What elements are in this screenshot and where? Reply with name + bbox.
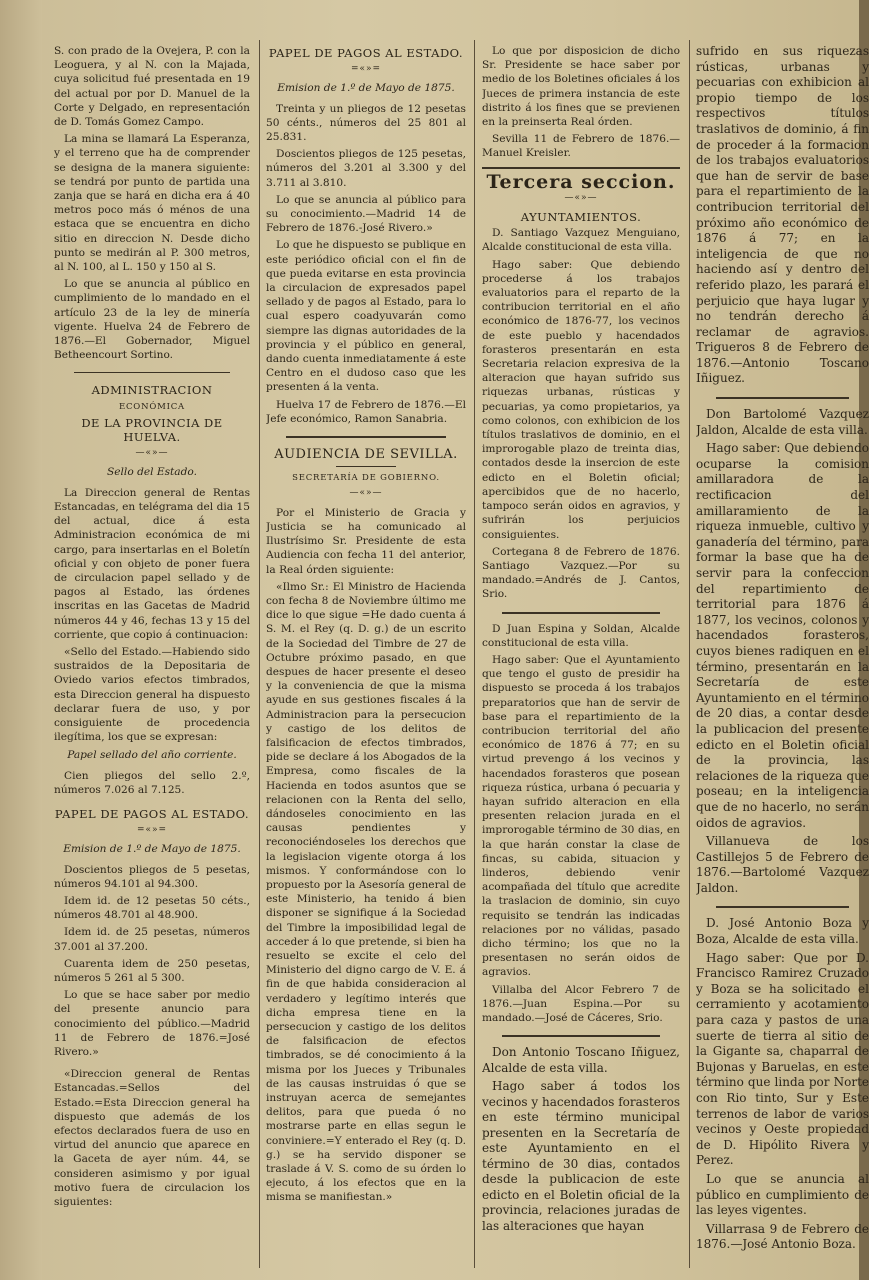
paragraph: Idem id. de 12 pesetas 50 céts., números 48.701 al 48.900. xyxy=(54,894,250,922)
paragraph: Huelva 17 de Febrero de 1876.—El Jefe económico, Ramon Sanabria. xyxy=(266,398,466,425)
paragraph: Hago saber: Que debiendo procederse á los trabajos evaluatorios para el reparto de la contribucion territorial en el año económico de 1876-77, los vecinos de este pueblo y hacendados forasteros presentarán en esta Secretaria relacion expresiva de la alteracion que hayan sufrido sus riquezas urbanas, rústicas y pecuarias, ya como propietarios, ya como colonos, con exhibicion de los títulos traslativos de dominio, en el improrogable plazo de treinta dias, contados desde la insercion de este edicto en el Boletin oficial; apercibidos que de no hacerlo, tampoco serán oidos en agravios, y sufrirán los perjuicios consiguientes. xyxy=(482,258,680,541)
section-heading: PAPEL DE PAGOS AL ESTADO. xyxy=(268,46,464,60)
paragraph: Doscientos pliegos de 125 pesetas, números del 3.201 al 3.300 y del 3.711 al 3.810. xyxy=(266,148,466,189)
italic-subtitle: Emision de 1.º de Mayo de 1875. xyxy=(63,843,241,856)
paragraph: D. José Antonio Boza y Boza, Alcalde de esta villa. xyxy=(696,916,869,947)
italic-subtitle: Sello del Estado. xyxy=(107,466,197,479)
paragraph: sufrido en sus riquezas rústicas, urbanas y pecuarias con exhibicion al propio tiempo de los respectivos títulos traslativos de dominio, á fin de proceder á la formacion de los trabajos evaluatorios que han de servir de base para el repartimiento de la contribucion territorial del próximo año económico de 1876 á 77; en la inteligencia de que no haciendo así y dentro del referido plazo, les parará el perjuicio que haya lugar y no tendrán derecho á reclamar de agravios. Trigueros 8 de Febrero de 1876.—Antonio Toscano Iñiguez. xyxy=(696,44,869,386)
column-3 xyxy=(482,44,680,1237)
section-divider xyxy=(286,436,446,438)
section-divider xyxy=(502,1035,660,1037)
column-4 xyxy=(696,44,869,1256)
section-divider xyxy=(74,372,230,373)
ornament: —«»— xyxy=(564,192,598,203)
italic-subtitle: Emision de 1.º de Mayo de 1875. xyxy=(277,82,455,95)
section-heading: AYUNTAMIENTOS. xyxy=(520,210,642,225)
paragraph: Por el Ministerio de Gracia y Justicia se ha comunicado al Ilustrísimo Sr. Presidente de esta Audiencia con fecha 11 del anterior, la Real órden siguiente: xyxy=(266,506,466,576)
paragraph: Don Bartolomé Vazquez Jaldon, Alcalde de esta villa. xyxy=(696,407,869,437)
paragraph: Cuarenta idem de 250 pesetas, números 5 261 al 5 300. xyxy=(54,957,250,984)
ornament: —«»— xyxy=(349,488,383,499)
paragraph: Lo que se anuncia al público para su conocimiento.—Madrid 14 de Febrero de 1876.-José Rivero.» xyxy=(266,193,466,235)
column-1 xyxy=(54,44,250,1212)
column-divider xyxy=(259,40,260,1268)
italic-subtitle: Papel sellado del año corriente. xyxy=(67,749,237,762)
section-title: Tercera seccion. xyxy=(486,170,676,193)
paragraph: «Direccion general de Rentas Estancadas.=Sellos del Estado.=Esta Direccion general ha dispuesto que además de los efectos declarados fuera de uso en virtud del anuncio que aparece en la Gaceta de ayer núm. 44, se consideren asimismo y por igual motivo fuera de circulacion los siguientes: xyxy=(54,1068,250,1209)
paragraph: Lo que he dispuesto se publique en este periódico oficial con el fin de que pueda evitarse en esta provincia la circulacion de expresados papel sellado y de pagos al Estado, para lo cual espero coadyuvarán como siempre las dignas autoridades de la provincia y el público en general, dando cuenta inmediatamente á este Centro en el dudoso caso que les presenten á la venta. xyxy=(266,239,466,394)
section-heading: AUDIENCIA DE SEVILLA. xyxy=(274,447,458,463)
column-divider xyxy=(474,40,475,1268)
paragraph: S. con prado de la Ovejera, P. con la Leoguera, y al N. con la Majada, cuya solicitud fué presentada en 19 del actual por por D. Manuel de la Corte y Delgado, en representación de D. Tomás Gomez Campo. xyxy=(54,45,250,129)
paragraph: Hago saber: Que debiendo ocuparse la comision amillaradora de la rectificacion del amillaramiento de la riqueza inmueble, cultivo y ganadería del término, para formar la base que ha de servir para la confeccion del repartimiento de territorial para 1876 á 1877, los vecinos, colonos y hacendados forasteros, cuyos bienes radiquen en el término, presentarán en la Secretaría de este Ayuntamiento en el término de 20 dias, a contar desde la publicacion del presente edicto en el Boletin oficial de la provincia, las relaciones de la riqueza que poseau; en la inteligencia que de no hacerlo, no serán oidos de agravios. xyxy=(696,441,869,830)
paragraph: Lo que por disposicion de dicho Sr. Presidente se hace saber por medio de los Boletines oficiales á los Jueces de primera instancia de este distrito á los fines que se previenen en la preinserta Real órden. xyxy=(482,45,680,129)
paragraph: Doscientos pliegos de 5 pesetas, números 94.101 al 94.300. xyxy=(54,863,250,890)
paragraph: Sevilla 11 de Febrero de 1876.—Manuel Kreisler. xyxy=(482,133,680,160)
section-heading-line: DE LA PROVINCIA DE HUELVA. xyxy=(81,415,223,445)
paragraph: D. Santiago Vazquez Menguiano, Alcalde constitucional de esta villa. xyxy=(482,227,680,254)
paragraph: Lo que se hace saber por medio del presente anuncio para conocimiento del público.—Madrid 11 de Febrero de 1876.=José Rivero.» xyxy=(54,989,250,1058)
section-heading: ADMINISTRACION xyxy=(91,383,213,398)
section-divider xyxy=(482,167,680,169)
paragraph: Cien pliegos del sello 2.º, números 7.026 al 7.125. xyxy=(54,769,250,796)
section-divider xyxy=(502,612,660,614)
paragraph: Hago saber á todos los vecinos y hacendados forasteros en este término municipal presenten en la Secretaría de este Ayuntamiento en el término de 30 dias, contados desde la publicacion de este edicto en el Boletin oficial de la provincia, relaciones juradas de las alteraciones que hayan xyxy=(482,1079,680,1233)
ornament: =«»= xyxy=(136,825,168,836)
paragraph: Idem id. de 25 pesetas, números 37.001 al 37.200. xyxy=(54,926,250,953)
section-divider xyxy=(716,397,849,399)
section-heading: PAPEL DE PAGOS AL ESTADO. xyxy=(54,806,250,821)
paragraph: La mina se llamará La Esperanza, y el terreno que ha de comprender se designa de la manera siguiente: se tendrá por punto de partida una zanja que se hará en dicha era á 40 metros poco más ó ménos de una estaca que se encuentra en dicho sitio en direccion N. Desde dicho punto se medirán al P. 300 metros, al N. 100, al L. 150 y 150 al S. xyxy=(54,133,250,274)
column-divider xyxy=(689,40,690,1268)
section-divider xyxy=(716,906,849,908)
paragraph: D Juan Espina y Soldan, Alcalde constitucional de esta villa. xyxy=(482,622,680,649)
column-2 xyxy=(266,44,466,1208)
paragraph: La Direccion general de Rentas Estancadas, en telégrama del dia 15 del actual, dice á esta Administracion económica de mi cargo, para insertarlas en el Boletín oficial y con objeto de poner fuera de circulacion papel sellado y de pagos al Estado, las órdenes inscritas en las Gacetas de Madrid números 44 y 46, fechas 13 y 15 del corriente, que copio á continuacion: xyxy=(54,486,250,641)
page-left-margin xyxy=(0,0,42,1280)
paragraph: «Ilmo Sr.: El Ministro de Hacienda con fecha 8 de Noviembre último me dice lo que sigue =He dado cuenta á S. M. el Rey (q. D. g.) de un escrito de la Sociedad del Timbre de 27 de Octubre próximo pasado, en que despues de hacer presente el deseo y la conveniencia de que la misma ayude en sus gestiones fiscales á la Administracion para la persecucion y castigo de los delitos de falsificacion de efectos timbrados, pide se declare á los Abogados de la Empresa, como fiscales de la Hacienda en todos asuntos que se relacionen con la Renta del sello, dándoseles conocimiento en las causas pendientes y reconociéndoseles los derechos que la legislacion vigente otorga á los mismos. Y conformándose con lo propuesto por la Asesoría general de este Ministerio, ha tenido á bien disponer se signifique á la Sociedad del Timbre la imposibilidad legal de acceder á lo que pretende, si bien ha resuelto se excite el celo del Ministerio del digno cargo de V. E. á fin de que habida consideracion al verdadero y legítimo interés que dicha empresa tiene en la persecucion y castigo de los delitos de falsificacion de efectos timbrados, se dé conocimiento á la misma por los Jueces y Tribunales de las causas instruidas ó que se instruyan acerca de semejantes delitos, para que pueda ó no mostrarse parte en ellas segun le conviniere.=Y enterado el Rey (q. D. g.) se ha servido disponer se traslade á V. S. como de su órden lo ejecuto, á los efectos que en la misma se manifiestan.» xyxy=(266,580,466,1204)
section-subheading: SECRETARÍA DE GOBIERNO. xyxy=(292,473,440,484)
paragraph: Villalba del Alcor Febrero 7 de 1876.—Juan Espina.—Por su mandado.—José de Cáceres, Srio. xyxy=(482,983,680,1024)
paragraph: Don Antonio Toscano Iñiguez, Alcalde de esta villa. xyxy=(482,1045,680,1075)
paragraph: Lo que se anuncia al público en cumplimiento de lo mandado en el artículo 23 de la ley de minería vigente. Huelva 24 de Febrero de 1876.—El Gobernador, Miguel Betheencourt Sortino. xyxy=(54,278,250,362)
paragraph: Treinta y un pliegos de 12 pesetas 50 cénts., números del 25 801 al 25.831. xyxy=(266,102,466,144)
section-subheading: ECONÓMICA xyxy=(119,401,185,412)
paragraph: Villarrasa 9 de Febrero de 1876.—José Antonio Boza. xyxy=(696,1221,869,1252)
short-rule xyxy=(336,466,396,467)
paragraph: Villanueva de los Castillejos 5 de Febrero de 1876.—Bartolomé Vazquez Jaldon. xyxy=(696,834,869,895)
ornament: —«»— xyxy=(135,448,169,459)
paragraph: Cortegana 8 de Febrero de 1876. Santiago Vazquez.—Por su mandado.=Andrés de J. Cantos, Srio. xyxy=(482,545,680,601)
paragraph: Hago saber: Que el Ayuntamiento que tengo el gusto de presidir ha dispuesto se proceda á los trabajos preparatorios que han de servir de base para el repartimiento de la contribucion territorial del año económico de 1876 á 77; en su virtud prevengo á los vecinos y hacendados forasteros que posean riqueza rústica, urbana ó pecuaria y hayan sufrido alteracion en ella presenten relacion jurada en el improrogable término de 30 dias, en la que harán constar la clase de fincas, su cabida, situacion y linderos, debiendo venir acompañada del título que acredite la traslacion de dominio, sin cuyo requisito se tendrán las indicadas relaciones por no válidas, pasado dicho término; los que no la presentasen no serán oidos de agravios. xyxy=(482,653,680,979)
paragraph: «Sello del Estado.—Habiendo sido sustraidos de la Depositaria de Oviedo varios efectos timbrados, esta Direccion general ha dispuesto declarar fuera de uso, y por consiguiente de procedencia ilegítima, los que se expresan: xyxy=(54,645,250,744)
paragraph: Hago saber: Que por D. Francisco Ramirez Cruzado y Boza se ha solicitado el cerramiento y acotamiento para caza y pastos de una suerte de tierra al sitio de la Gigante sa, chaparral de Bujonas y Baruelas, en este término que linda por Norte con Rio tinto, Sur y Este terrenos de labor de varios vecinos y Oeste propiedad de D. Hipólito Rivera y Perez. xyxy=(696,950,869,1168)
ornament: =«»= xyxy=(350,64,382,75)
paragraph: Lo que se anuncia al público en cumplimiento de las leyes vigentes. xyxy=(696,1171,869,1218)
